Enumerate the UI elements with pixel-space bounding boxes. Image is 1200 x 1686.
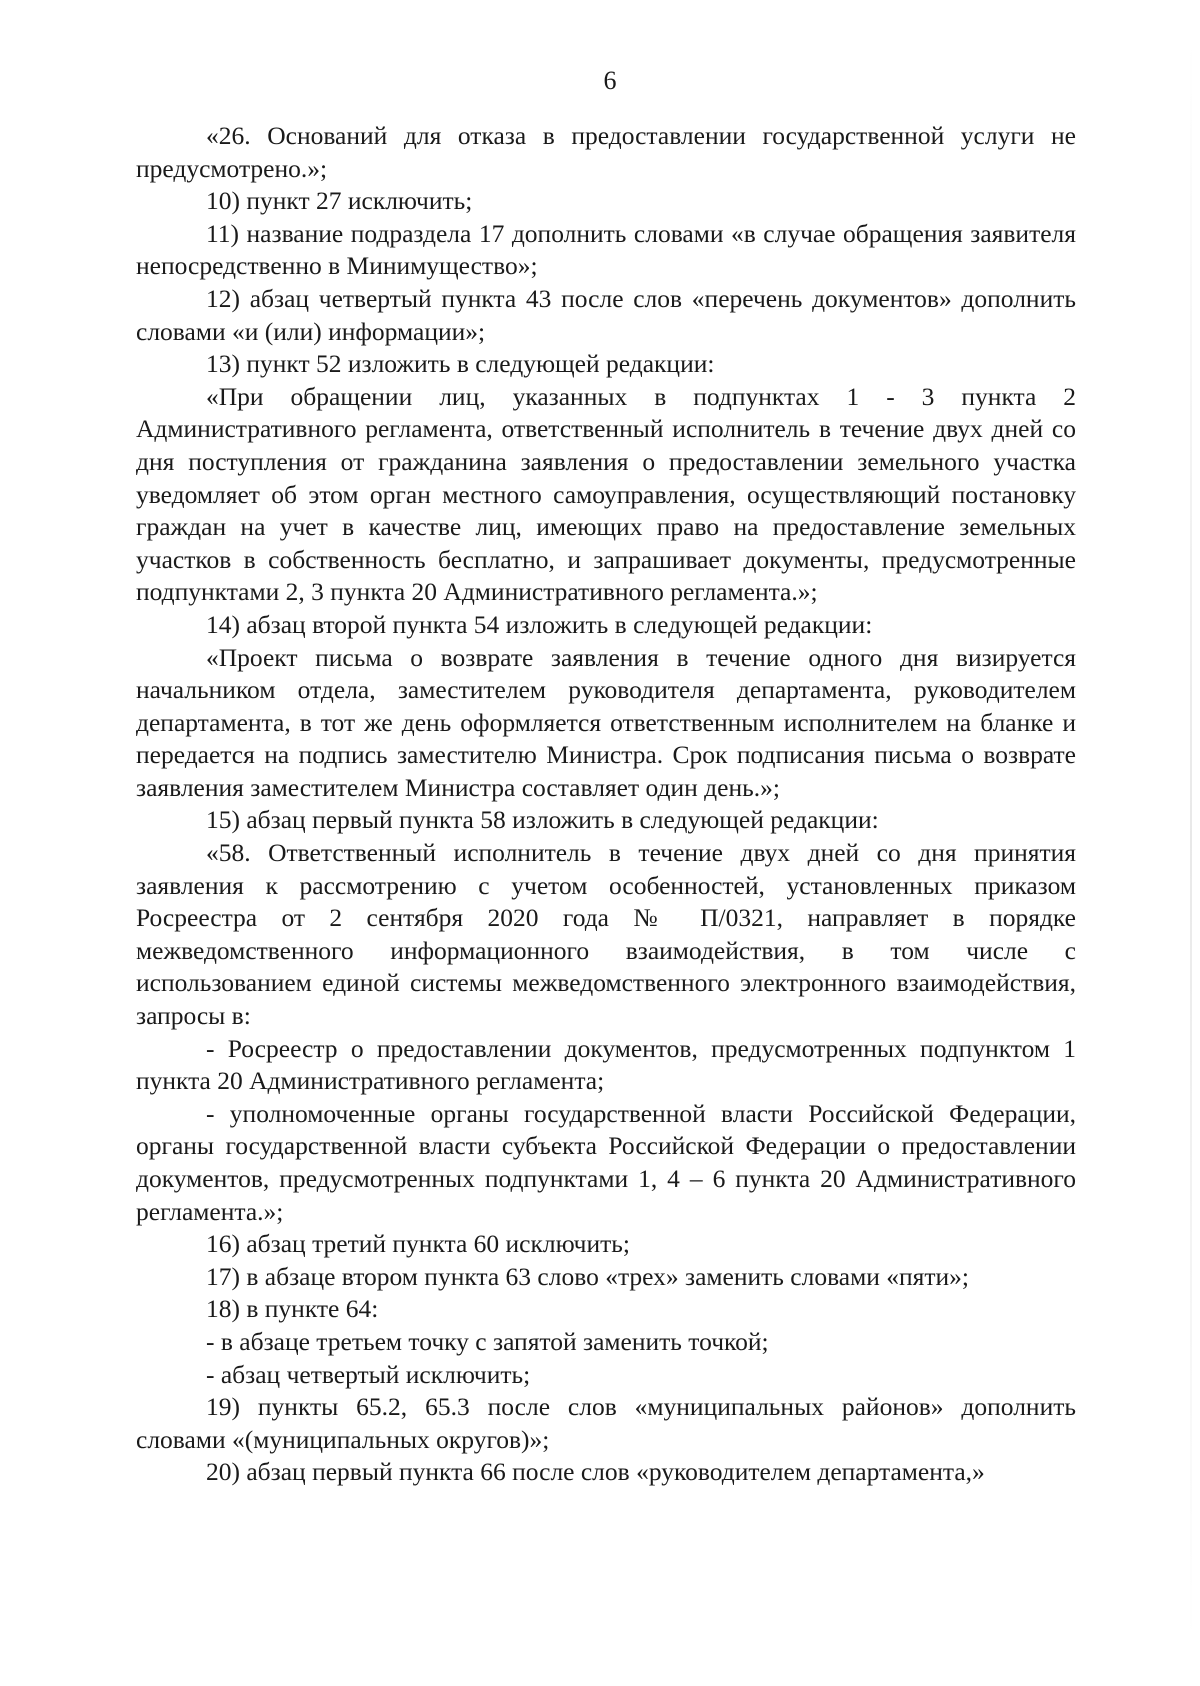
page-number: 6 [603,66,617,95]
paragraph-item-19: 19) пункты 65.2, 65.3 после слов «муниципальных районов» дополнить словами «(муниципальных округов)»; [136,1392,1076,1454]
paragraph-quote-52: «При обращении лиц, указанных в подпунктах 1 - 3 пункта 2 Административного регламента, ответственный исполнитель в течение двух дней со дня поступления от гражданина заявления о предоставлении земельного участка уведомляет об этом орган местного самоуправления, осуществляющий постановку граждан на учет в качестве лиц, имеющих право на предоставление земельных участков в собственность бесплатно, и запрашивает документы, предусмотренные подпунктами 2, 3 пункта 20 Административного регламента.»; [136,381,1076,607]
paragraph-dash-paragraph-three: - в абзаце третьем точку с запятой заменить точкой; [206,1326,769,1356]
paragraph-item-11: 11) название подраздела 17 дополнить словами «в случае обращения заявителя непосредственно в Минимущество»; [136,218,1076,281]
paragraph-quote-54: «Проект письма о возврате заявления в течение одного дня визируется начальником отдела, заместителем руководителя департамента, руководителем департамента, в тот же день оформляется ответственным исполнителем на бланке и передается на подпись заместителю Министра. Срок подписания письма о возврате заявления заместителем Министра составляет один день.»; [136,642,1076,802]
paragraph-quote-58: «58. Ответственный исполнитель в течение двух дней со дня принятия заявления к рассмотрению с учетом особенностей, установленных приказом Росреестра от 2 сентября 2020 года № П/0321, направляет в порядке межведомственного информационного взаимодействия, в том числе с использованием единой системы межведомственного электронного взаимодействия, запросы в: [136,838,1076,1031]
paragraph-item-10: 10) пункт 27 исключить; [206,186,473,216]
paragraph-item-14: 14) абзац второй пункта 54 изложить в следующей редакции: [206,609,873,639]
paragraph-item-16: 16) абзац третий пункта 60 исключить; [206,1229,631,1259]
paragraph-item-20: 20) абзац первый пункта 66 после слов «руководителем департамента,» [206,1457,985,1487]
paragraph-item-13: 13) пункт 52 изложить в следующей редакции: [206,349,715,379]
paragraph-item-12: 12) абзац четвертый пункта 43 после слов «перечень документов» дополнить словами «и (или) информации»; [136,283,1076,346]
paragraph-dash-paragraph-four: - абзац четвертый исключить; [206,1359,531,1389]
paragraph-item-18: 18) в пункте 64: [206,1294,379,1324]
document-body [136,120,1076,1489]
scan-edge-shadow [1190,40,1192,1640]
paragraph-quote-26: «26. Оснований для отказа в предоставлении государственной услуги не предусмотрено.»; [136,121,1076,183]
paragraph-item-15: 15) абзац первый пункта 58 изложить в следующей редакции: [206,805,879,835]
paragraph-item-17: 17) в абзаце втором пункта 63 слово «трех» заменить словами «пяти»; [206,1261,970,1291]
paragraph-dash-authorities: - уполномоченные органы государственной власти Российской Федерации, органы государственной власти субъекта Российской Федерации о предоставлении документов, предусмотренных подпунктами 1, 4 – 6 пункта 20 Административного регламента.»; [136,1098,1076,1226]
paragraph-dash-rosreestr: - Росреестр о предоставлении документов, предусмотренных подпунктом 1 пункта 20 Административного регламента; [136,1033,1076,1096]
